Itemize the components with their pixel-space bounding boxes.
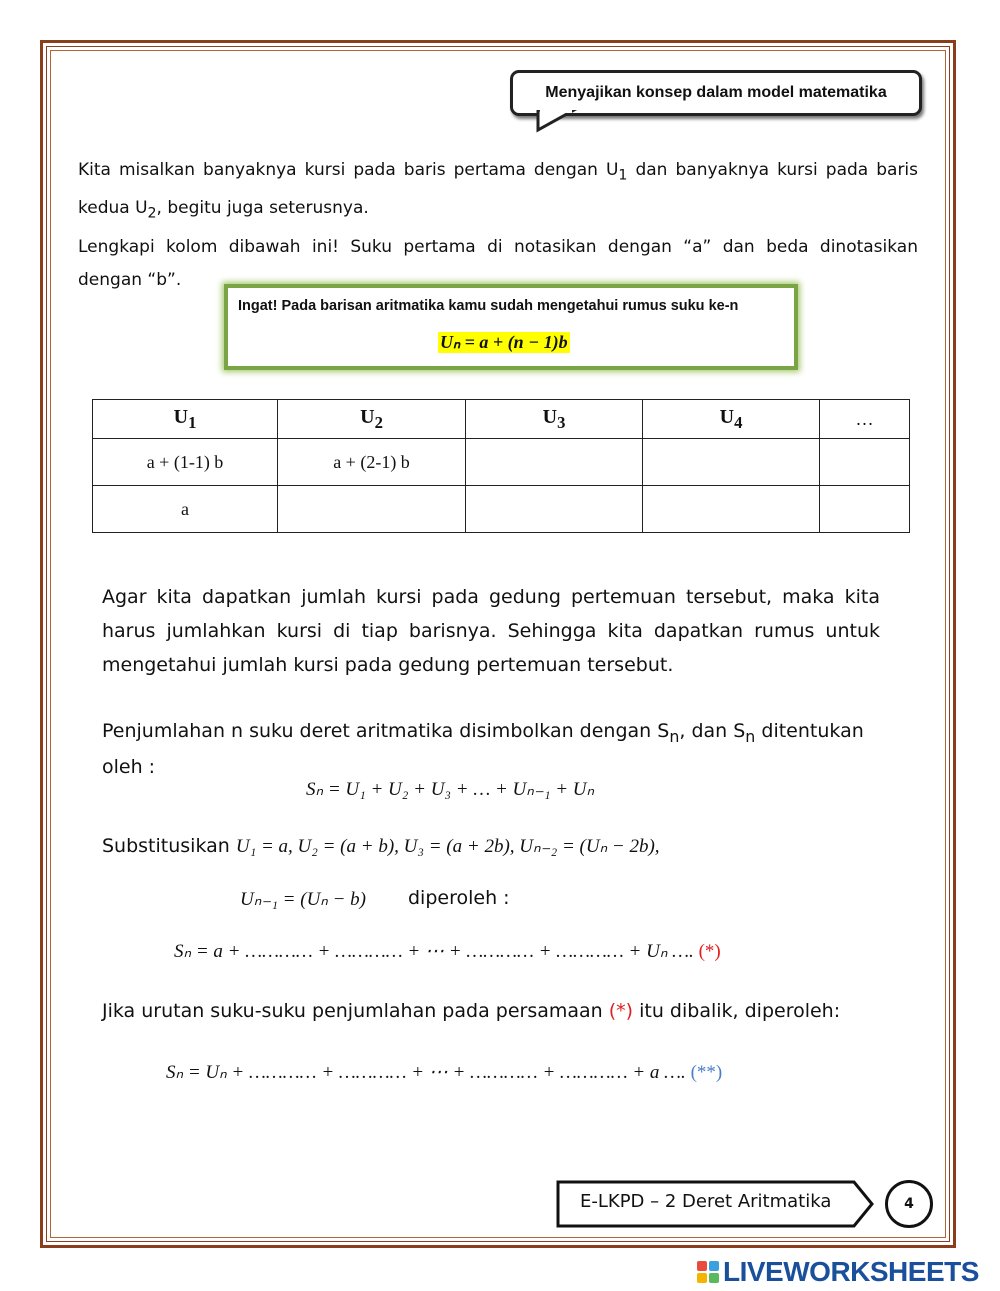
substitution-line [102,835,660,858]
equation-star-tag: (*) [698,941,721,962]
intro-line2: kedua U [78,198,148,219]
answer-cell[interactable] [820,486,910,533]
equation-double-star [166,1061,722,1084]
intro-line4: dengan “b”. [78,269,182,290]
intro-line1-end: dan banyaknya kursi pada baris [627,160,919,180]
table-cell: a + (2-1) b [278,439,466,486]
intro-line3: Lengkapi kolom dibawah ini! Suku pertama di notasikan dengan “a” dan beda dinotasikan [78,236,918,257]
equation-double-star-body: Sₙ = Uₙ + ………… + ………… + ⋯ + ………… + ………… + a …. [166,1062,686,1083]
liveworksheets-logo[interactable] [697,1256,979,1288]
equation-star-body: Sₙ = a + ………… + ………… + ⋯ + ………… + ………… + Uₙ …. [174,941,694,962]
substitution-label: Substitusikan [102,835,230,857]
intro-paragraph [78,154,918,297]
para2-line2: harus jumlahkan kursi di tiap barisnya. Sehingga kita dapatkan rumus untuk [102,620,880,642]
para2-line3: mengetahui jumlah kursi pada gedung pertemuan tersebut. [102,654,674,676]
table-row [93,439,910,486]
table-cell: a [93,486,278,533]
page-number: 4 [885,1180,933,1228]
intro-line2-sub: 2 [147,205,157,222]
diperoleh-label: diperoleh : [408,887,510,909]
para3-line2: oleh : [102,755,156,778]
logo-text: LIVEWORKSHEETS [723,1256,979,1287]
paragraph-sn-definition: Penjumlahan n suku deret aritmatika disimbolkan dengan $S_n$, dan $S_n$ ditentukan oleh : [102,716,880,782]
logo-blocks-icon [697,1261,719,1283]
table-header-u3: $U_3$ [466,400,643,439]
answer-cell[interactable] [466,439,643,486]
reminder-formula: Uₙ = a + (n − 1)b [440,332,568,352]
para2-line1: Agar kita dapatkan jumlah kursi pada gedung pertemuan tersebut, maka kita [102,586,880,608]
callout-tail-icon [530,110,590,134]
table-header-u4: $U_4$ [643,400,820,439]
reminder-box [224,284,798,370]
sequence-table [92,399,910,533]
footer-title: E-LKPD – 2 Deret Aritmatika [580,1191,832,1212]
intro-line2-end: , begitu juga seterusnya. [156,198,369,219]
answer-cell[interactable] [466,486,643,533]
reverse-sentence: Jika urutan suku-suku penjumlahan pada persamaan (*) itu dibalik, diperoleh: [102,1000,841,1022]
intro-line1-sub: 1 [618,167,628,184]
answer-cell[interactable] [278,486,466,533]
reverse-sentence-tag: (*) [608,1000,634,1022]
un-minus-1-formula: Uₙ₋₁ = (Uₙ − b) [240,889,367,910]
equation-double-star-tag: (**) [690,1062,723,1083]
answer-cell[interactable] [820,439,910,486]
table-cell: a + (1-1) b [93,439,278,486]
answer-cell[interactable] [643,439,820,486]
table-header-u2: $U_2$ [278,400,466,439]
table-row [93,486,910,533]
table-header-u1: $U_1$ [93,400,278,439]
callout-label: Menyajikan konsep dalam model matematika [545,84,887,101]
equation-star [174,940,721,963]
table-header-row [93,400,910,439]
paragraph-sum-intro [102,580,880,682]
substitution-math: U₁ = a, U₂ = (a + b), U₃ = (a + 2b), Uₙ₋₂ = (Uₙ − 2b), [235,836,660,857]
reminder-text: Ingat! Pada barisan aritmatika kamu sudah mengetahui rumus suku ke-n [238,298,739,314]
sum-formula: Sₙ = U₁ + U₂ + U₃ + … + Uₙ₋₁ + Uₙ [306,779,595,800]
table-header-ellipsis: … [820,400,910,439]
intro-line1: Kita misalkan banyaknya kursi pada baris pertama dengan U [78,160,619,180]
answer-cell[interactable] [643,486,820,533]
